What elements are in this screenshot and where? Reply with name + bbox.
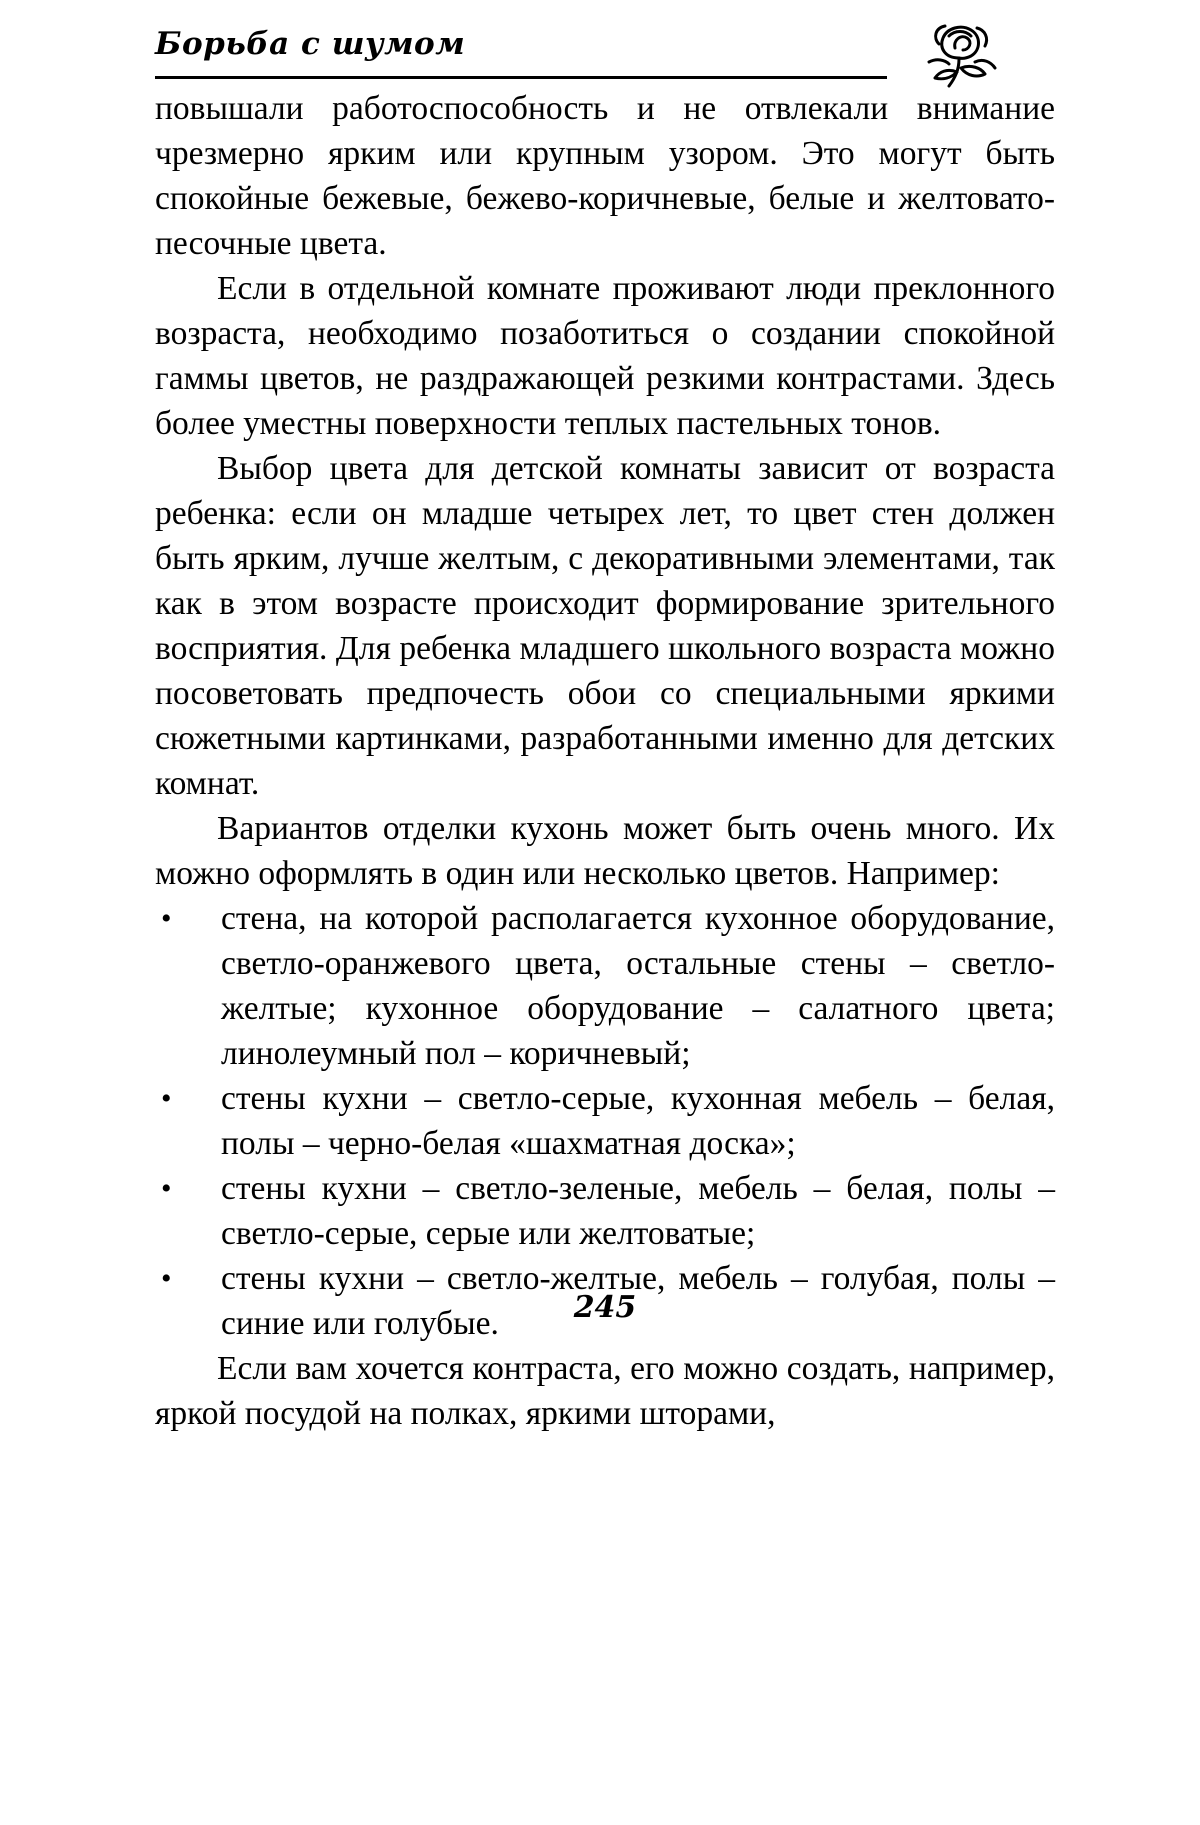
- paragraph-children-room: Выбор цвета для детской комнаты зависит от возраста ребенка: если он младше четырех лет, то цвет стен должен быть ярким, лучше желтым, с декоративными элементами, так как в этом возрасте происходит формирование зрительного восприятия. Для ребенка младшего школьного возраста можно посоветовать предпочесть обои со специальными яркими сюжетными картинками, разработанными именно для детских комнат.: [155, 450, 1055, 802]
- header-rule: [155, 76, 887, 79]
- body-text: [155, 86, 1055, 1436]
- rose-emblem-icon: [915, 18, 1003, 90]
- bullet-icon: •: [161, 1262, 172, 1295]
- page-header: [155, 18, 1055, 88]
- book-page: [155, 0, 1055, 1825]
- list-item-text: стены кухни – светло-серые, кухонная мебель – белая, полы – черно-белая «шахматная доска»;: [221, 1080, 1055, 1162]
- running-title: Борьба с шумом: [155, 26, 466, 62]
- bullet-icon: •: [161, 1082, 172, 1115]
- list-item-text: стены кухни – светло-зеленые, мебель – белая, полы – светло-серые, серые или желтоватые;: [221, 1170, 1055, 1252]
- paragraph-contrast: Если вам хочется контраста, его можно создать, например, яркой посудой на полках, яркими шторами,: [155, 1350, 1055, 1432]
- paragraph-continuation: повышали работоспособность и не отвлекали внимание чрезмерно ярким или крупным узором. Это могут быть спокойные бежевые, бежево-коричневые, белые и желтовато-песочные цвета.: [155, 90, 1055, 262]
- bullet-icon: •: [161, 902, 172, 935]
- paragraph-elderly-room: Если в отдельной комнате проживают люди преклонного возраста, необходимо позаботиться о создании спокойной гаммы цветов, не раздражающей резкими контрастами. Здесь более уместны поверхности теплых пастельных тонов.: [155, 270, 1055, 442]
- list-item: [155, 1076, 1055, 1166]
- list-item-text: стены кухни – светло-желтые, мебель – голубая, полы – синие или голубые.: [221, 1260, 1055, 1342]
- kitchen-options-list: [155, 896, 1055, 1346]
- list-item-text: стена, на которой располагается кухонное оборудование, светло-оранжевого цвета, остальные стены – светло-желтые; кухонное оборудование – салатного цвета; линолеумный пол – коричневый;: [221, 900, 1055, 1072]
- list-item: [155, 896, 1055, 1076]
- bullet-icon: •: [161, 1172, 172, 1205]
- page-number: 245: [573, 1290, 637, 1325]
- paragraph-kitchen-intro: Вариантов отделки кухонь может быть очень много. Их можно оформлять в один или несколько цветов. Например:: [155, 810, 1055, 892]
- list-item: [155, 1166, 1055, 1256]
